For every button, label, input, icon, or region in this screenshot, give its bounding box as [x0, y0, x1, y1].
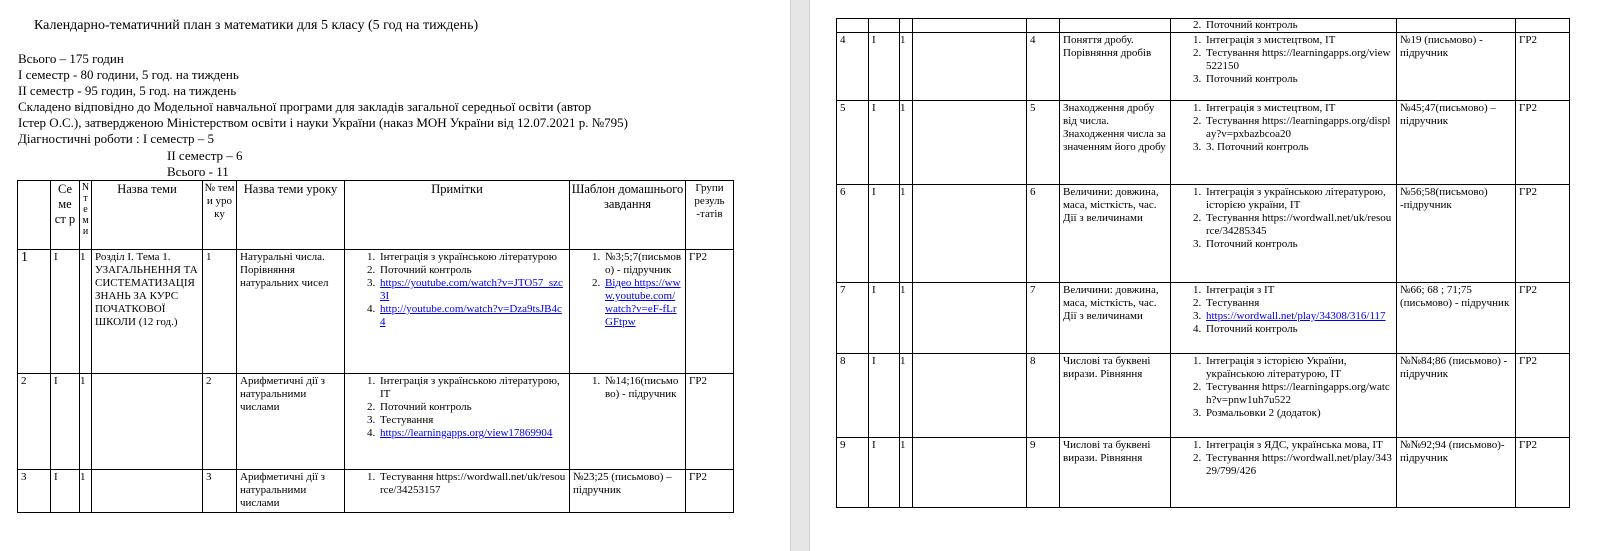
row-group: ГР2	[686, 470, 734, 513]
row-topic	[913, 185, 1027, 283]
table-row	[837, 283, 1570, 354]
document-page-1	[0, 0, 790, 551]
table-header-row	[18, 181, 734, 250]
wordwall-link[interactable]: Тестування https://wordwall.net/uk/resource/34253157	[380, 471, 566, 496]
row-semester: I	[869, 33, 900, 101]
row-hours: 1	[900, 185, 913, 283]
row-number: 9	[837, 438, 869, 508]
row-lesson-number: 2	[203, 374, 237, 470]
row-lesson-topic: Знаходження дробу від числа. Знаходження числа за значенням його дробу	[1060, 101, 1171, 185]
row-semester: I	[869, 101, 900, 185]
row-semester: I	[869, 354, 900, 438]
note-item: 1. Інтеграція з історією України, українською літературою, ІТ	[1204, 355, 1393, 381]
table-row	[18, 470, 734, 513]
col-header-groups: Групи резуль -татів	[686, 181, 734, 250]
table-row	[837, 438, 1570, 508]
row-lesson-topic: Величини: довжина, маса, місткість, час. Дії з величинами	[1060, 283, 1171, 354]
compiled-note-line1: Складено відповідно до Модельної навчальної програми для закладів загальної середньої освіти (автор	[18, 99, 592, 114]
diagnostic-works-sem1: Діагностичні роботи : I семестр – 5	[18, 131, 215, 146]
col-header-lesson-topic: Назва теми уроку	[237, 181, 345, 250]
row-notes	[345, 374, 570, 470]
row-lesson-topic: Поняття дробу. Порівняння дробів	[1060, 33, 1171, 101]
wordwall-link[interactable]: Тестування https://wordwall.net/play/34329/799/426	[1206, 452, 1392, 477]
note-link[interactable]	[378, 471, 566, 497]
row-number: 2	[18, 374, 51, 470]
row-semester: I	[51, 470, 80, 513]
row-notes	[1171, 33, 1397, 101]
col-header-number	[18, 181, 51, 250]
row-lesson-topic: Величини: довжина, маса, місткість, час. Дії з величинами	[1060, 185, 1171, 283]
document-page-2	[810, 0, 1600, 551]
row-group: ГР2	[1516, 354, 1570, 438]
homework-video-text[interactable]: Відео https://www.youtube.com/watch?v=eF-fLrGFtpw	[605, 277, 681, 328]
row-group: ГР2	[1516, 33, 1570, 101]
row-lesson-number: 6	[1027, 185, 1060, 283]
row-semester: I	[869, 283, 900, 354]
row-notes	[1171, 19, 1397, 33]
row-lesson-number: 4	[1027, 33, 1060, 101]
note-item: 3. Розмальовки 2 (додаток)	[1204, 407, 1393, 420]
row-hours: 1	[900, 438, 913, 508]
row-semester: I	[51, 374, 80, 470]
row-notes	[345, 250, 570, 374]
row-lesson-number: 7	[1027, 283, 1060, 354]
table-row	[837, 354, 1570, 438]
table-row	[837, 101, 1570, 185]
row-topic	[913, 101, 1027, 185]
note-item: 4. Поточний контроль	[1204, 323, 1393, 336]
note-item: 2. Поточний контроль	[378, 401, 566, 414]
note-link[interactable]	[1204, 212, 1393, 238]
row-group: ГР2	[1516, 283, 1570, 354]
row-lesson-number	[1027, 19, 1060, 33]
row-homework: №45;47(письмово) – підручник	[1397, 101, 1516, 185]
diagnostic-works-sem2: II семестр – 6	[167, 148, 243, 163]
row-homework: №19 (письмово) - підручник	[1397, 33, 1516, 101]
note-item: 3. Поточний контроль	[1204, 238, 1393, 251]
row-semester: I	[869, 185, 900, 283]
table-row	[837, 19, 1570, 33]
row-semester	[869, 19, 900, 33]
plan-table-page-2	[836, 18, 1570, 508]
row-hours: 1	[900, 33, 913, 101]
row-lesson-topic: Арифметичні дії з натуральними числами	[237, 470, 345, 513]
note-item: 1. Інтеграція з мистецтвом, ІТ	[1204, 102, 1393, 115]
note-item: 2. Тестування	[1204, 297, 1393, 310]
row-group: ГР2	[1516, 185, 1570, 283]
col-header-topic: Назва теми	[92, 181, 203, 250]
note-item: 1. Інтеграція з ІТ	[1204, 284, 1393, 297]
row-topic	[913, 283, 1027, 354]
row-homework	[570, 374, 686, 470]
row-hours: 1	[900, 283, 913, 354]
note-item: 1. Інтеграція з ЯДС, українська мова, ІТ	[1204, 439, 1393, 452]
row-topic	[913, 354, 1027, 438]
table-row	[837, 33, 1570, 101]
row-lesson-number: 9	[1027, 438, 1060, 508]
note-link[interactable]	[1204, 310, 1393, 323]
learningapps-link[interactable]: https://learningapps.org/view17869904	[380, 427, 553, 439]
table-row	[18, 250, 734, 374]
col-header-homework: Шаблон домашнього завдання	[570, 181, 686, 250]
row-notes	[1171, 101, 1397, 185]
note-item: 1. Інтеграція з українською літературою	[378, 251, 566, 264]
youtube-link[interactable]: https://youtube.com/watch?v=JTO57_szc3I	[380, 277, 563, 302]
row-lesson-topic	[1060, 19, 1171, 33]
total-hours: Всього – 175 годин	[18, 51, 124, 66]
table-row	[837, 185, 1570, 283]
row-number: 4	[837, 33, 869, 101]
row-homework: №56;58(письмово) -підручник	[1397, 185, 1516, 283]
row-group	[1516, 19, 1570, 33]
note-item: 3. Поточний контроль	[1204, 73, 1393, 86]
row-homework: №23;25 (письмово) – підручник	[570, 470, 686, 513]
row-notes	[1171, 438, 1397, 508]
row-hours: 1	[80, 470, 92, 513]
col-header-week: N т е м и	[80, 181, 92, 250]
note-link[interactable]	[378, 427, 566, 440]
row-topic	[913, 19, 1027, 33]
compiled-note-line2: Істер О.С.), затвердженою Міністерством освіти і науки України (наказ МОН України від 12.07.2021 р. №795)	[18, 115, 628, 130]
row-homework: №66; 68 ; 71;75 (письмово) - підручник	[1397, 283, 1516, 354]
row-hours: 1	[900, 354, 913, 438]
row-lesson-topic: Арифметичні дії з натуральними числами	[237, 374, 345, 470]
semester-2-hours: II семестр - 95 годин, 5 год. на тиждень	[18, 83, 237, 98]
note-item: 1. Інтеграція з українською літературою, ІТ	[378, 375, 566, 401]
note-link[interactable]	[378, 277, 566, 303]
plan-table-page-1	[17, 180, 734, 513]
row-lesson-number: 1	[203, 250, 237, 374]
row-homework: №№84;86 (письмово) - підручник	[1397, 354, 1516, 438]
col-header-notes: Примітки	[345, 181, 570, 250]
row-number: 3	[18, 470, 51, 513]
plan-title: Календарно-тематичний план з математики для 5 класу (5 год на тиждень)	[34, 18, 479, 33]
row-group: ГР2	[1516, 101, 1570, 185]
row-homework	[1397, 19, 1516, 33]
row-number: 7	[837, 283, 869, 354]
wordwall-link[interactable]: Тестування https://wordwall.net/uk/resource/34285345	[1206, 212, 1392, 237]
homework-item: 1. №3;5;7(письмово) - підручник	[603, 251, 682, 277]
note-item: 3. Тестування	[378, 414, 566, 427]
row-semester: I	[869, 438, 900, 508]
row-semester: I	[51, 250, 80, 374]
wordwall-link[interactable]: https://wordwall.net/play/34308/316/117	[1206, 310, 1386, 322]
note-link[interactable]	[1204, 452, 1393, 478]
row-lesson-number: 5	[1027, 101, 1060, 185]
note-link[interactable]	[1204, 115, 1393, 141]
row-topic	[92, 374, 203, 470]
note-link[interactable]	[1204, 381, 1393, 407]
row-notes	[1171, 283, 1397, 354]
row-lesson-number: 8	[1027, 354, 1060, 438]
homework-video[interactable]	[603, 277, 682, 329]
diagnostic-works-total: Всього - 11	[167, 164, 229, 179]
page-separator	[790, 0, 810, 551]
row-lesson-topic: Числові та буквені вирази. Рівняння	[1060, 354, 1171, 438]
row-number: 8	[837, 354, 869, 438]
note-item: 3. 3. Поточний контроль	[1204, 141, 1393, 154]
row-number: 6	[837, 185, 869, 283]
row-lesson-topic: Числові та буквені вирази. Рівняння	[1060, 438, 1171, 508]
row-homework: №№92;94 (письмово)- підручник	[1397, 438, 1516, 508]
row-homework	[570, 250, 686, 374]
row-group: ГР2	[686, 250, 734, 374]
row-hours: 1	[80, 374, 92, 470]
row-topic	[913, 33, 1027, 101]
note-link[interactable]	[378, 303, 566, 329]
row-group: ГР2	[686, 374, 734, 470]
row-number: 1	[18, 250, 51, 374]
note-item: 2. Поточний контроль	[378, 264, 566, 277]
note-item: 2. Поточний контроль	[1204, 19, 1393, 32]
semester-1-hours: I семестр - 80 години, 5 год. на тиждень	[18, 67, 239, 82]
row-number: 5	[837, 101, 869, 185]
note-item: 1. Інтеграція з мистецтвом, ІТ	[1204, 34, 1393, 47]
learningapps-link[interactable]: Тестування https://learningapps.org/display?v=pxbazbcoa20	[1206, 115, 1391, 140]
learningapps-link[interactable]: Тестування https://learningapps.org/view522150	[1206, 47, 1391, 72]
learningapps-link[interactable]: Тестування https://learningapps.org/watch?v=pnw1uh7u522	[1206, 381, 1390, 406]
row-notes	[1171, 354, 1397, 438]
row-lesson-number: 3	[203, 470, 237, 513]
youtube-link[interactable]: http://youtube.com/watch?v=Dza9tsJB4c4	[380, 303, 562, 328]
row-hours: 1	[900, 101, 913, 185]
col-header-semester: Се ме ст р	[51, 181, 80, 250]
row-number	[837, 19, 869, 33]
row-hours	[900, 19, 913, 33]
row-topic	[913, 438, 1027, 508]
row-notes	[345, 470, 570, 513]
note-link[interactable]	[1204, 47, 1393, 73]
row-lesson-topic: Натуральні числа. Порівняння натуральних чисел	[237, 250, 345, 374]
table-row	[18, 374, 734, 470]
row-hours: 1	[80, 250, 92, 374]
col-header-lesson-number: № тем и уро ку	[203, 181, 237, 250]
row-group: ГР2	[1516, 438, 1570, 508]
row-notes	[1171, 185, 1397, 283]
homework-item: 1. №14;16(письмово) - підручник	[603, 375, 682, 401]
row-topic	[92, 470, 203, 513]
row-topic: Розділ I. Тема 1. УЗАГАЛЬНЕННЯ ТА СИСТЕМАТИЗАЦІЯ ЗНАНЬ ЗА КУРС ПОЧАТКОВОЇ ШКОЛИ (12 год.)	[92, 250, 203, 374]
note-item: 1. Інтеграція з українською літературою, історією україни, ІТ	[1204, 186, 1393, 212]
